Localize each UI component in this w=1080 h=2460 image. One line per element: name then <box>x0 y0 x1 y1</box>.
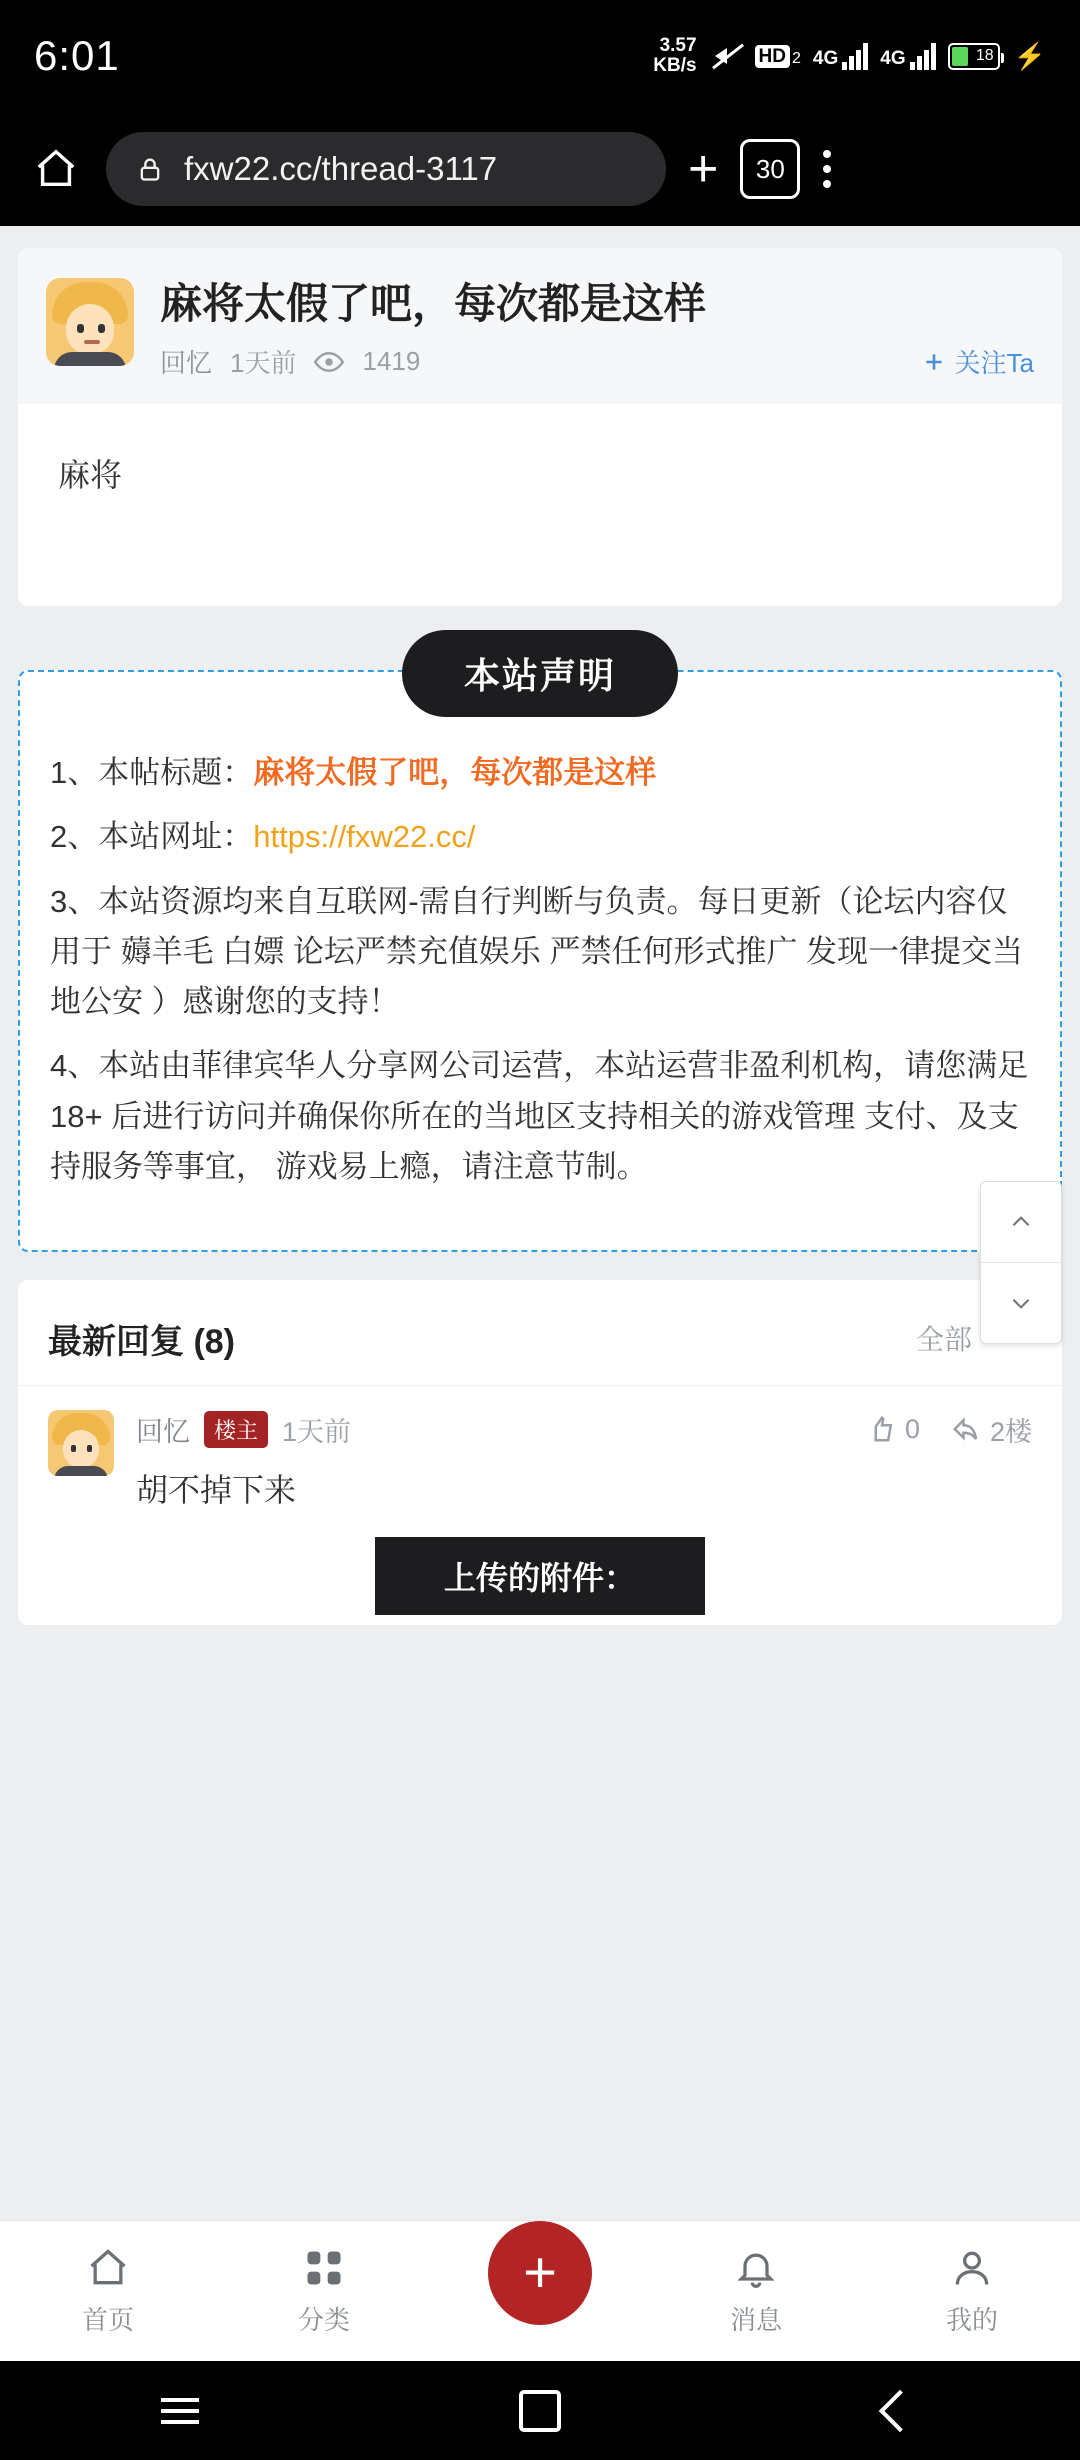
battery-fill <box>952 47 968 66</box>
post-author[interactable]: 回忆 <box>160 348 213 379</box>
android-back-button[interactable] <box>720 2396 1080 2426</box>
network-speed-unit: KB/s <box>653 55 697 76</box>
status-badge: 楼主 <box>204 1411 268 1448</box>
battery-percent: 18 <box>975 47 994 64</box>
home-icon[interactable] <box>28 141 84 197</box>
status-bar <box>0 0 1080 112</box>
reply-actions <box>867 1410 1032 1449</box>
declaration-line-1-prefix: 1、本帖标题： <box>50 755 254 791</box>
back-chevron-icon <box>879 2389 921 2431</box>
declaration-line-2-prefix: 2、本站网址： <box>50 819 254 855</box>
network-speed-value: 3.57 <box>659 35 697 57</box>
avatar[interactable] <box>46 278 134 366</box>
post-header <box>18 248 1062 404</box>
hd-voice-sub: 2 <box>792 49 801 67</box>
list-item <box>18 1386 1062 1625</box>
post-card <box>18 248 1062 606</box>
sim2-signal <box>880 42 935 70</box>
views-icon <box>314 347 344 377</box>
replies-heading: 最新回复 (8) <box>48 1322 235 1361</box>
url-bar[interactable] <box>106 132 666 206</box>
post-meta <box>160 343 420 380</box>
declaration-line-4: 4、本站由菲律宾华人分享网公司运营，本站运营非盈利机构，请您满足18+ 后进行访问并确保你所在的当地区支持相关的游戏管理 支付、及支持服务等事宜， 游戏易上瘾，请注意节制。 <box>50 1048 1029 1184</box>
battery-icon <box>948 43 1000 70</box>
sim1-signal <box>813 42 868 70</box>
like-count: 0 <box>904 1413 920 1444</box>
reply-time: 1天前 <box>282 1416 352 1447</box>
nav-item-category-label: 分类 <box>297 2304 350 2335</box>
chevron-up-icon[interactable] <box>981 1182 1061 1262</box>
replies-filter-label: 全部 <box>915 1324 972 1356</box>
menu-icon <box>161 2398 199 2424</box>
nav-item-home[interactable] <box>0 2246 216 2337</box>
sim1-bars-icon <box>842 42 868 70</box>
nav-item-home-label: 首页 <box>81 2304 134 2335</box>
nav-item-messages[interactable] <box>648 2246 864 2337</box>
reply-text: 胡不掉下来 <box>136 1471 297 1508</box>
thumb-up-icon[interactable] <box>867 1414 920 1445</box>
sim2-bars-icon <box>910 42 936 70</box>
bell-icon <box>734 2246 778 2290</box>
new-tab-button[interactable]: + <box>688 140 719 198</box>
home-icon <box>86 2246 130 2290</box>
grid-icon <box>302 2246 346 2290</box>
reply-floor: 2楼 <box>989 1416 1032 1447</box>
recents-button[interactable] <box>0 2398 360 2424</box>
nav-item-profile[interactable] <box>864 2246 1080 2337</box>
attachment-banner: 上传的附件： <box>375 1537 705 1615</box>
declaration-line-1 <box>50 748 1030 798</box>
android-home-button[interactable] <box>360 2390 720 2432</box>
bottom-navigation <box>0 2220 1080 2361</box>
reply-author[interactable]: 回忆 <box>136 1416 190 1447</box>
browser-toolbar <box>0 112 1080 226</box>
android-navigation-bar <box>0 2361 1080 2460</box>
site-declaration <box>18 630 1062 1252</box>
plus-icon <box>921 349 947 375</box>
status-clock: 6:01 <box>34 32 120 79</box>
network-speed <box>653 36 696 76</box>
avatar[interactable] <box>48 1410 114 1476</box>
post-time: 1天前 <box>230 348 297 379</box>
post-body: 麻将 <box>58 457 123 494</box>
volume-mute-icon <box>709 39 743 73</box>
reply-meta <box>136 1410 1032 1449</box>
declaration-thread-title: 麻将太假了吧，每次都是这样 <box>253 755 657 791</box>
charging-icon: ⚡ <box>1013 40 1046 71</box>
sim2-network-label: 4G <box>880 48 906 69</box>
declaration-title: 本站声明 <box>402 630 678 717</box>
replies-section <box>18 1280 1062 1625</box>
tab-switcher-button[interactable]: 30 <box>740 139 800 199</box>
hd-voice-icon: HD <box>755 45 790 68</box>
nav-item-messages-label: 消息 <box>729 2304 782 2335</box>
sim1-network-label: 4G <box>812 48 839 69</box>
status-icons <box>653 36 1046 76</box>
lock-icon <box>136 155 164 183</box>
site-url-link[interactable]: https://fxw22.cc/ <box>253 819 476 855</box>
add-post-button[interactable]: + <box>488 2221 592 2325</box>
declaration-box <box>18 670 1062 1252</box>
page-content <box>0 226 1080 2361</box>
follow-label: 关注Ta <box>954 348 1034 379</box>
declaration-line-2 <box>50 812 1030 862</box>
follow-button[interactable] <box>921 343 1034 380</box>
post-views: 1419 <box>362 346 421 377</box>
chevron-down-icon[interactable] <box>981 1263 1061 1343</box>
user-icon <box>950 2246 994 2290</box>
reply-icon[interactable] <box>950 1410 1032 1449</box>
nav-item-profile-label: 我的 <box>945 2304 998 2335</box>
scroll-control[interactable] <box>980 1181 1062 1344</box>
declaration-line-3: 3、本站资源均来自互联网-需自行判断与负责。每日更新（论坛内容仅用于 薅羊毛 白嫖 论坛严禁充值娱乐 严禁任何形式推广 发现一律提交当地公安 ）感谢您的支持！ <box>50 883 1024 1020</box>
more-vertical-icon[interactable] <box>822 150 832 188</box>
url-text: fxw22.cc/thread-3117 <box>184 150 498 187</box>
nav-item-category[interactable] <box>216 2246 432 2337</box>
replies-header <box>18 1280 1062 1386</box>
page-title: 麻将太假了吧，每次都是这样 <box>160 280 707 327</box>
square-icon <box>519 2390 561 2432</box>
